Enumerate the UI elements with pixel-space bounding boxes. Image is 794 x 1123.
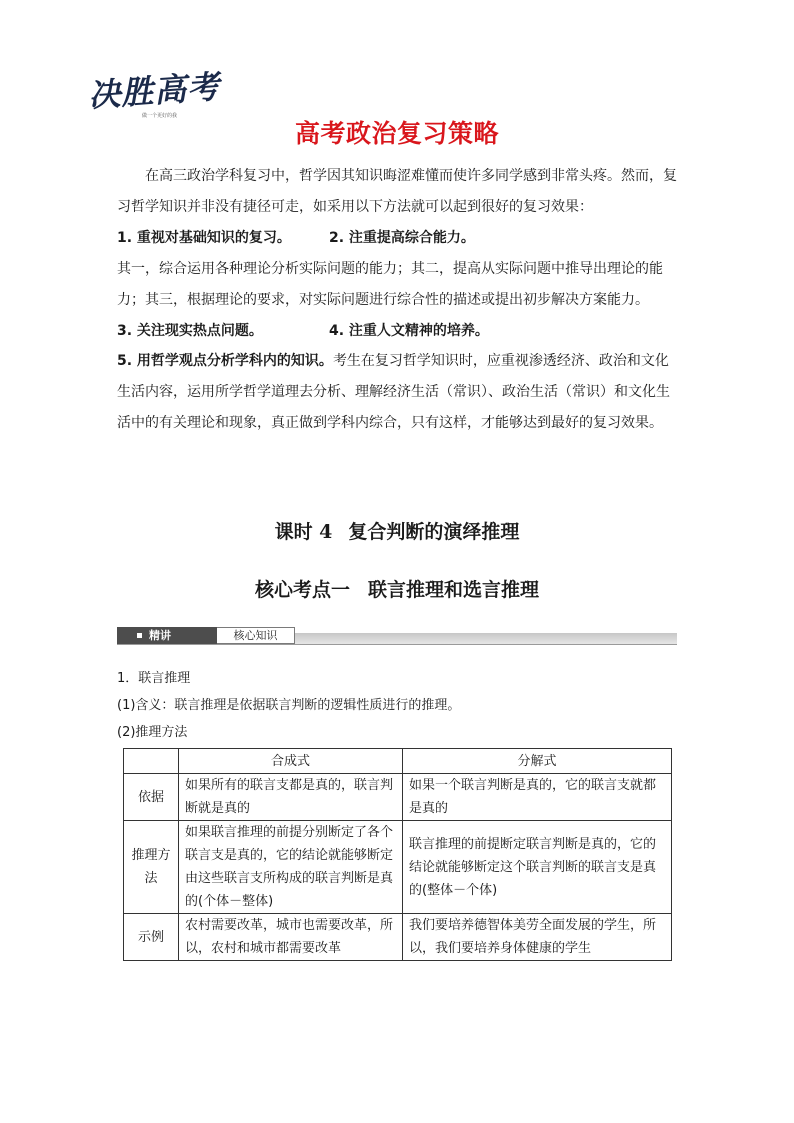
square-icon <box>137 633 142 638</box>
table-header-decomposition: 分解式 <box>403 749 672 774</box>
knowledge-content <box>117 665 679 746</box>
lesson-title <box>0 517 794 544</box>
section-title <box>0 575 794 602</box>
lesson-name: 复合判断的演绎推理 <box>348 521 520 543</box>
logo-text: 决胜高考 <box>86 67 222 115</box>
strategy-item-5 <box>117 346 679 439</box>
intro-paragraph: 在高三政治学科复习中，哲学因其知识晦涩难懂而使许多同学感到非常头疼。然而，复习哲学知识并非没有捷径可走，如采用以下方法就可以起到很好的复习效果： <box>117 168 677 215</box>
lesson-label: 课时 4 <box>274 521 333 543</box>
content-method: (2)推理方法 <box>117 725 188 740</box>
content-heading: 1．联言推理 <box>117 671 191 686</box>
strategy-item-1: 1. 重视对基础知识的复习。 <box>117 229 291 246</box>
table-row-label: 推理方法 <box>124 821 179 914</box>
table-row-label: 依据 <box>124 774 179 821</box>
table-cell: 如果所有的联言支都是真的，联言判断就是真的 <box>179 774 403 821</box>
strategy-item-2: 2. 注重提高综合能力。 <box>329 229 475 246</box>
reasoning-table <box>123 748 672 961</box>
strategy-item-3: 3. 关注现实热点问题。 <box>117 322 263 339</box>
strategy-item-5-title: 5. 用哲学观点分析学科内的知识。 <box>117 353 333 370</box>
bar-divider <box>295 633 677 644</box>
bar-tab-lecture <box>117 627 217 644</box>
bar-underline <box>117 644 677 645</box>
strategy-row-2 <box>117 316 679 347</box>
bar-tab-core: 核心知识 <box>217 627 295 644</box>
table-cell: 如果一个联言判断是真的，它的联言支就都是真的 <box>403 774 672 821</box>
section-name: 联言推理和选言推理 <box>368 579 540 601</box>
strategy-item-4: 4. 注重人文精神的培养。 <box>329 322 489 339</box>
table-cell: 农村需要改革，城市也需要改革，所以，农村和城市都需要改革 <box>179 914 403 961</box>
strategy-item-5-text: 考生在复习哲学知识时，应重视渗透经济、政治和文化生活内容，运用所学哲学道理去分析、理解经济生活（常识）、政治生活（常识）和文化生活中的有关理论和现象，真正做到学科内综合，只有这样，才能够达到最好的复习效果。 <box>117 353 670 432</box>
bar-tab-lecture-label: 精讲 <box>149 629 171 642</box>
table-row <box>124 774 672 821</box>
table-header-empty <box>124 749 179 774</box>
content-meaning: (1)含义：联言推理是依据联言判断的逻辑性质进行的推理。 <box>117 698 461 713</box>
strategy-row-1 <box>117 223 679 254</box>
table-row <box>124 914 672 961</box>
table-row <box>124 821 672 914</box>
intro-section <box>117 161 679 439</box>
table-cell: 联言推理的前提断定联言判断是真的，它的结论就能够断定这个联言判断的联言支是真的(整体－个体) <box>403 821 672 914</box>
logo-subtext: 做一个更好的我 <box>142 113 178 119</box>
section-label: 核心考点一 <box>254 579 350 601</box>
section-bar <box>117 627 677 646</box>
strategy-item-2-detail: 其一，综合运用各种理论分析实际问题的能力；其二，提高从实际问题中推导出理论的能力；其三，根据理论的要求，对实际问题进行综合性的描述或提出初步解决方案能力。 <box>117 260 663 308</box>
table-header-synthesis: 合成式 <box>179 749 403 774</box>
table-header-row <box>124 749 672 774</box>
page-title: 高考政治复习策略 <box>294 119 499 148</box>
table-cell: 我们要培养德智体美劳全面发展的学生，所以，我们要培养身体健康的学生 <box>403 914 672 961</box>
table-cell: 如果联言推理的前提分别断定了各个联言支是真的，它的结论就能够断定由这些联言支所构成的联言判断是真的(个体－整体) <box>179 821 403 914</box>
table-row-label: 示例 <box>124 914 179 961</box>
